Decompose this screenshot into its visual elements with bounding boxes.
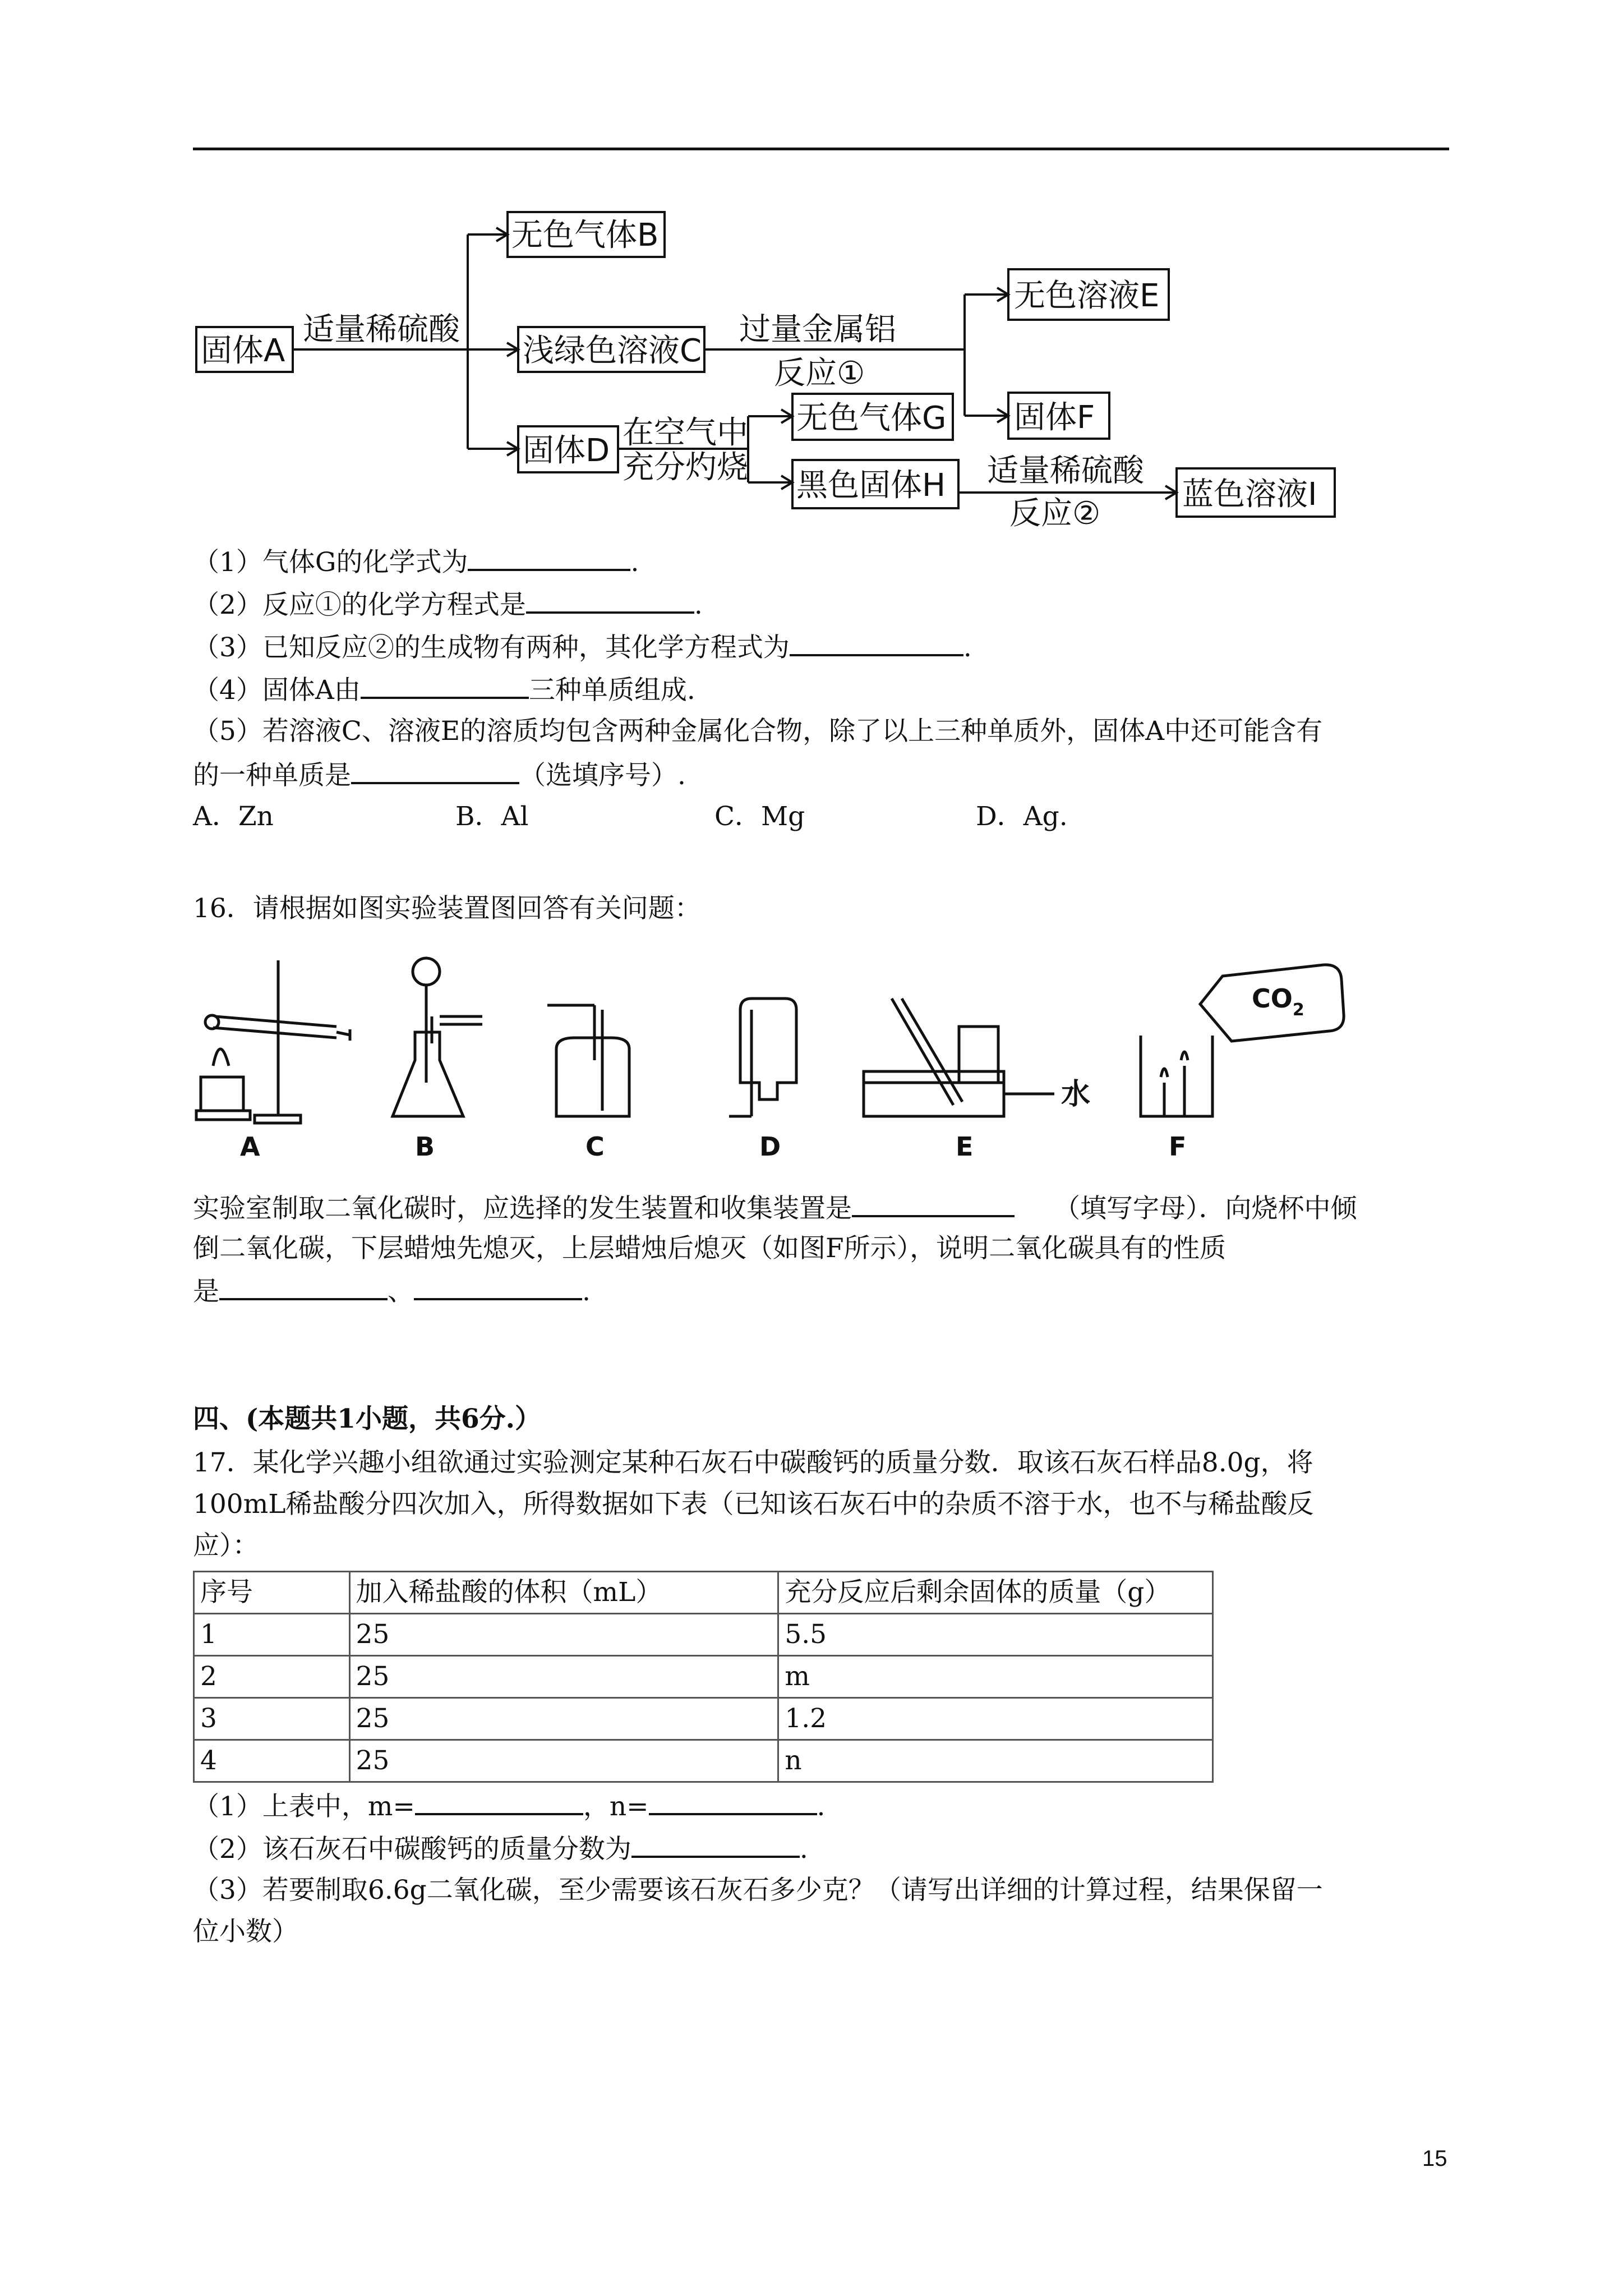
table-row (194, 1698, 1213, 1740)
section-4-heading: 四、(本题共1小题，共6分.） (193, 1404, 542, 1434)
answer-blank-n[interactable] (649, 1788, 817, 1815)
q17-line1: 17．某化学兴趣小组欲通过实验测定某种石灰石中碳酸钙的质量分数．取该石灰石样品8.0g，将 (193, 1447, 1313, 1478)
label-solid-d: 固体D (523, 432, 610, 469)
table-cell: 5.5 (778, 1614, 1213, 1656)
q15-part4: （4）固体A由 三种单质组成. (193, 672, 695, 707)
option-d: D．Ag. (976, 801, 1068, 832)
table-cell: 25 (349, 1656, 778, 1698)
table-cell: 25 (349, 1740, 778, 1782)
label-solid-a: 固体A (201, 333, 285, 369)
table-cell: 25 (349, 1614, 778, 1656)
apparatus-a (196, 960, 350, 1123)
co2-label: $CO_2$ (1252, 983, 1304, 1020)
q16-title: 16．请根据如图实验装置图回答有关问题： (193, 893, 701, 924)
label-solution-c: 浅绿色溶液C (523, 333, 702, 369)
label-reagent-1: 适量稀硫酸 (303, 311, 460, 348)
label-gas-b: 无色气体B (511, 217, 659, 254)
table-header: 序号 (194, 1572, 350, 1614)
label-reagent-2b: 反应① (774, 355, 865, 392)
water-label: 水 (1061, 1078, 1091, 1111)
answer-blank[interactable] (631, 1831, 800, 1858)
table-cell: 4 (194, 1740, 350, 1782)
apparatus-e (864, 999, 1090, 1116)
label-solid-h: 黑色固体H (796, 467, 946, 504)
label-solution-e: 无色溶液E (1014, 278, 1160, 314)
q15-part1: （1）气体G的化学式为 . (193, 544, 639, 579)
table-cell: 1.2 (778, 1698, 1213, 1740)
q15-part2: （2）反应①的化学方程式是 . (193, 587, 703, 622)
label-c: C (585, 1131, 605, 1162)
table-cell: m (778, 1656, 1213, 1698)
label-b: B (415, 1131, 435, 1162)
option-b: B．Al (455, 801, 529, 832)
q16-line3: 是 、 . (193, 1273, 591, 1309)
q16-line1: 实验室制取二氧化碳时，应选择的发生装置和收集装置是 （填写字母）．向烧杯中倾 (193, 1190, 1357, 1226)
q15-part5-line2: 的一种单质是 （选填序号）. (193, 757, 686, 793)
label-gas-g: 无色气体G (796, 400, 947, 436)
answer-blank-m[interactable] (415, 1788, 583, 1815)
apparatus-f (1141, 965, 1344, 1116)
apparatus-d (729, 999, 796, 1116)
page-number: 15 (1422, 2146, 1447, 2171)
data-table (193, 1571, 1214, 1783)
label-e: E (956, 1131, 974, 1162)
table-row (194, 1656, 1213, 1698)
label-reagent-2a: 过量金属铝 (739, 311, 896, 348)
q15-part5-line1: （5）若溶液C、溶液E的溶质均包含两种金属化合物，除了以上三种单质外，固体A中还可能含有 (193, 716, 1323, 747)
table-cell: n (778, 1740, 1213, 1782)
label-reagent-3a: 适量稀硫酸 (987, 453, 1144, 489)
table-cell: 25 (349, 1698, 778, 1740)
answer-blank[interactable] (852, 1190, 1015, 1217)
label-reagent-3b: 反应② (1009, 495, 1101, 532)
label-solid-f: 固体F (1014, 399, 1095, 436)
q17-line2: 100mL稀盐酸分四次加入，所得数据如下表（已知该石灰石中的杂质不溶于水，也不与稀盐酸反 (193, 1489, 1314, 1520)
table-row (194, 1614, 1213, 1656)
table-header-row (194, 1572, 1213, 1614)
q17-sub3-line2: 位小数） (193, 1916, 298, 1947)
q17-line3: 应）： (193, 1530, 259, 1561)
apparatus-c (547, 1005, 629, 1116)
apparatus-b (393, 958, 482, 1116)
label-a: A (240, 1131, 260, 1162)
table-header: 充分反应后剩余固体的质量（g） (778, 1572, 1213, 1614)
table-cell: 1 (194, 1614, 350, 1656)
q17-sub2: （2）该石灰石中碳酸钙的质量分数为 . (193, 1831, 808, 1866)
label-burn-1: 在空气中 (623, 415, 748, 451)
label-f: F (1169, 1131, 1187, 1162)
table-cell: 2 (194, 1656, 350, 1698)
table-header: 加入稀盐酸的体积（mL） (349, 1572, 778, 1614)
table-cell: 3 (194, 1698, 350, 1740)
option-a: A．Zn (193, 801, 274, 832)
label-solution-i: 蓝色溶液I (1182, 476, 1317, 513)
q17-sub1: （1）上表中，m= ，n= . (193, 1788, 825, 1824)
label-d: D (759, 1131, 781, 1162)
q15-part3: （3）已知反应②的生成物有两种，其化学方程式为 . (193, 629, 972, 665)
q16-line2: 倒二氧化碳，下层蜡烛先熄灭，上层蜡烛后熄灭（如图F所示），说明二氧化碳具有的性质 (193, 1233, 1227, 1264)
q17-sub3-line1: （3）若要制取6.6g二氧化碳，至少需要该石灰石多少克？（请写出详细的计算过程，结果保留一 (193, 1875, 1323, 1906)
table-row (194, 1740, 1213, 1782)
option-c: C．Mg (714, 801, 805, 832)
label-burn-2: 充分灼烧 (623, 449, 748, 486)
answer-blank[interactable] (414, 1273, 582, 1300)
answer-blank[interactable] (219, 1273, 388, 1300)
